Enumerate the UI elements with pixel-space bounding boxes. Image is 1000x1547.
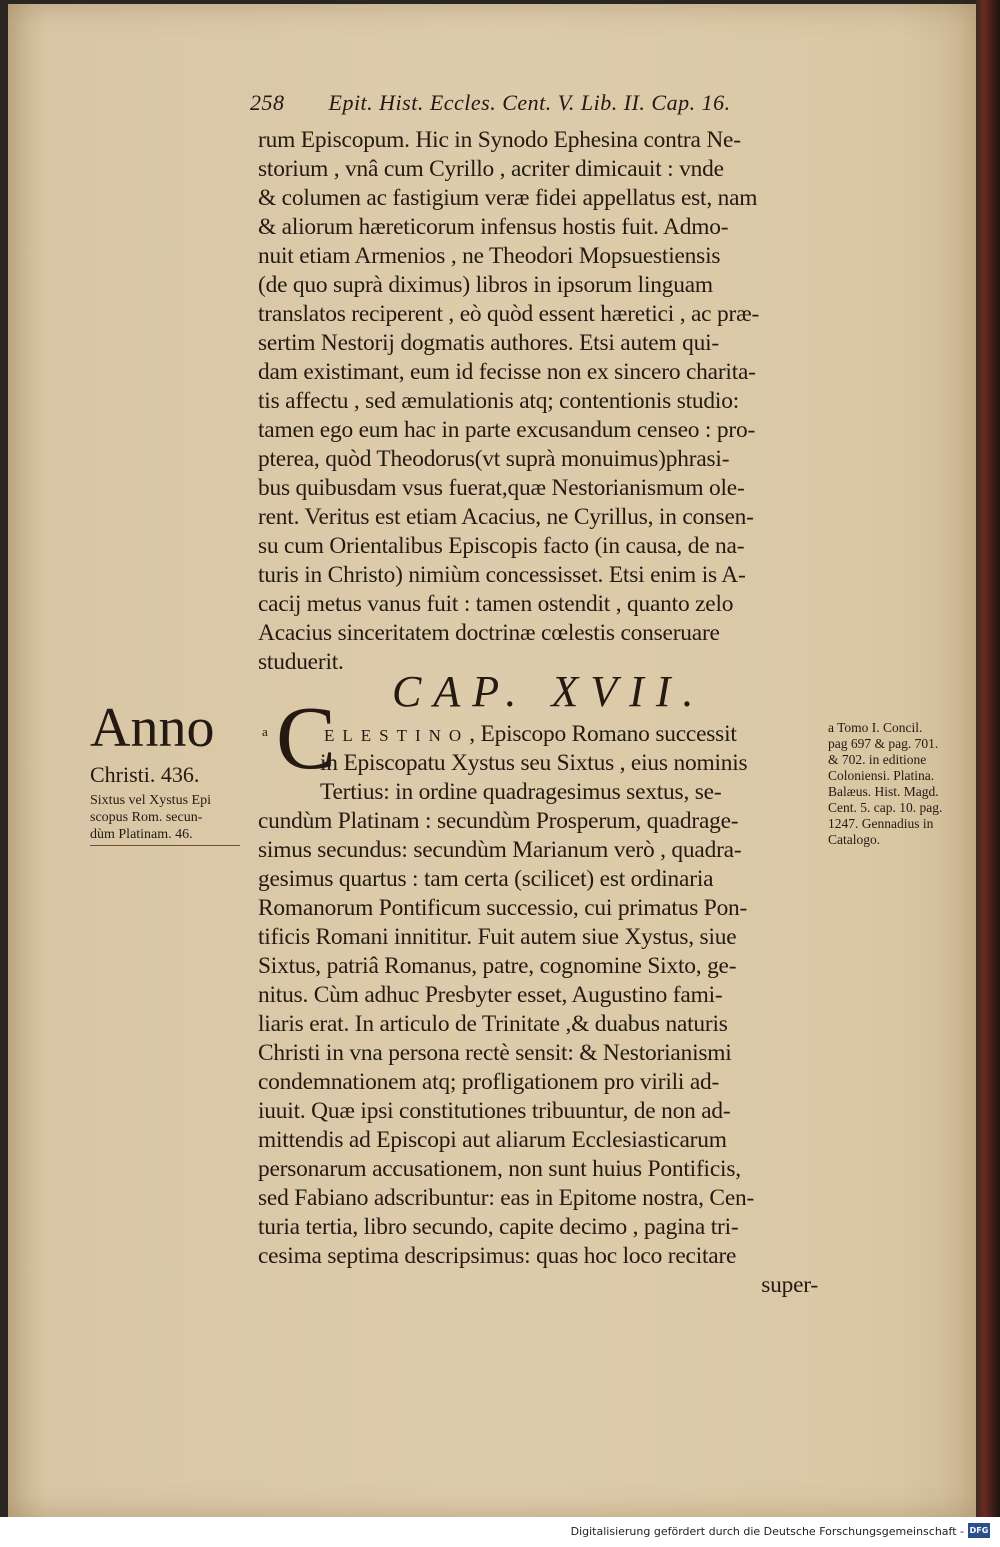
text-line: bus quibusdam vsus fuerat,quæ Nestorianismum ole- <box>258 475 745 501</box>
text-line: su cum Orientalibus Episcopis facto (in causa, de na- <box>258 533 745 559</box>
text-line: cacij metus vanus fuit : tamen ostendit , quanto zelo <box>258 591 734 617</box>
text-line: Sixtus, patriâ Romanus, patre, cognomine Sixto, ge- <box>258 953 737 979</box>
margin-line: Balæus. Hist. Magd. <box>828 784 939 799</box>
text-line: studuerit. <box>258 649 344 675</box>
text-line: in Episcopatu Xystus seu Sixtus , eius nominis <box>320 750 748 776</box>
text-line: gesimus quartus : tam certa (scilicet) est ordinaria <box>258 866 714 892</box>
christi-year: Christi. 436. <box>90 762 200 787</box>
chapter-heading: CAP. XVII. <box>392 667 706 716</box>
text-line: liaris erat. In articulo de Trinitate ,& duabus naturis <box>258 1011 728 1037</box>
text-line: personarum accusationem, non sunt huius Pontificis, <box>258 1156 741 1182</box>
footnote-marker: a <box>262 724 268 739</box>
running-title: Epit. Hist. Eccles. Cent. V. Lib. II. Cap. 16. <box>328 90 731 115</box>
margin-line: Sixtus vel Xystus Epi <box>90 793 211 808</box>
text-line: & columen ac fastigium veræ fidei appellatus est, nam <box>258 185 758 211</box>
right-margin-footnote <box>828 720 968 848</box>
margin-line: & 702. in editione <box>828 752 927 767</box>
margin-line: pag 697 & pag. 701. <box>828 736 939 751</box>
margin-line: Cent. 5. cap. 10. pag. <box>828 800 943 815</box>
anno-label: Anno <box>90 697 215 759</box>
smallcaps-word: ELESTINO <box>324 726 470 745</box>
margin-line: scopus Rom. secun- <box>90 810 203 825</box>
text-line: storium , vnâ cum Cyrillo , acriter dimicauit : vnde <box>258 156 724 182</box>
text-line: nuit etiam Armenios , ne Theodori Mopsuestiensis <box>258 243 721 269</box>
running-header <box>250 90 810 116</box>
left-margin-note <box>90 698 250 846</box>
text-line: sed Fabiano adscribuntur: eas in Epitome nostra, Cen- <box>258 1185 755 1211</box>
text-line: dam existimant, eum id fecisse non ex sincero charita- <box>258 359 756 385</box>
margin-rule <box>90 845 240 846</box>
footer-bar <box>0 1517 1000 1547</box>
dfg-logo: DFG <box>968 1523 990 1538</box>
text-line: nitus. Cùm adhuc Presbyter esset, Augustino fami- <box>258 982 723 1008</box>
text-line: turis in Christo) nimiùm concessisset. Etsi enim is A- <box>258 562 746 588</box>
margin-line: 1247. Gennadius in <box>828 816 934 831</box>
text-line: condemnationem atq; profligationem pro virili ad- <box>258 1069 720 1095</box>
text-line: turia tertia, libro secundo, capite decimo , pagina tri- <box>258 1214 739 1240</box>
funding-credit: Digitalisierung gefördert durch die Deutsche Forschungsgemeinschaft - <box>570 1525 964 1538</box>
margin-line: Catalogo. <box>828 832 881 847</box>
text-line: translatos reciperent , eò quòd essent hæretici , ac præ- <box>258 301 760 327</box>
text-line: tis affectu , sed æmulationis atq; contentionis studio: <box>258 388 740 414</box>
text-line: mittendis ad Episcopi aut aliarum Ecclesiasticarum <box>258 1127 727 1153</box>
margin-line: Coloniensi. Platina. <box>828 768 935 783</box>
text-span: , Episcopo Romano successit <box>469 721 737 747</box>
margin-line: a Tomo I. Concil. <box>828 720 923 735</box>
catchword: super- <box>761 1272 818 1298</box>
text-line: simus secundus: secundùm Marianum verò , quadra- <box>258 837 742 863</box>
text-line: sertim Nestorij dogmatis authores. Etsi autem qui- <box>258 330 719 356</box>
text-line: tificis Romani innititur. Fuit autem siue Xystus, siue <box>258 924 737 950</box>
body-text-upper <box>258 126 818 677</box>
text-line: pterea, quòd Theodorus(vt suprà monuimus)phrasi- <box>258 446 730 472</box>
body-text-lower <box>258 720 818 1300</box>
text-line: (de quo suprà diximus) libros in ipsorum linguam <box>258 272 713 298</box>
text-line: iuuit. Quæ ipsi constitutiones tribuuntur, de non ad- <box>258 1098 731 1124</box>
text-line: tamen ego eum hac in parte excusandum censeo : pro- <box>258 417 756 443</box>
text-line: cesima septima descripsimus: quas hoc loco recitare <box>258 1243 737 1269</box>
text-line-first <box>258 720 818 749</box>
text-line: & aliorum hæreticorum infensus hostis fuit. Admo- <box>258 214 729 240</box>
text-line: rent. Veritus est etiam Acacius, ne Cyrillus, in consen- <box>258 504 754 530</box>
page-number: 258 <box>250 90 285 115</box>
text-line: Tertius: in ordine quadragesimus sextus, se- <box>320 779 722 805</box>
text-line: cundùm Platinam : secundùm Prosperum, quadrage- <box>258 808 739 834</box>
text-line: Acacius sinceritatem doctrinæ cœlestis conseruare <box>258 620 720 646</box>
text-line: Romanorum Pontificum successio, cui primatus Pon- <box>258 895 748 921</box>
margin-note-text <box>90 792 250 843</box>
text-line: rum Episcopum. Hic in Synodo Ephesina contra Ne- <box>258 127 741 153</box>
margin-line: dùm Platinam. 46. <box>90 827 193 842</box>
drop-cap-letter: C <box>276 689 337 788</box>
text-line: Christi in vna persona rectè sensit: & Nestorianismi <box>258 1040 732 1066</box>
book-binding-edge <box>976 0 1000 1517</box>
